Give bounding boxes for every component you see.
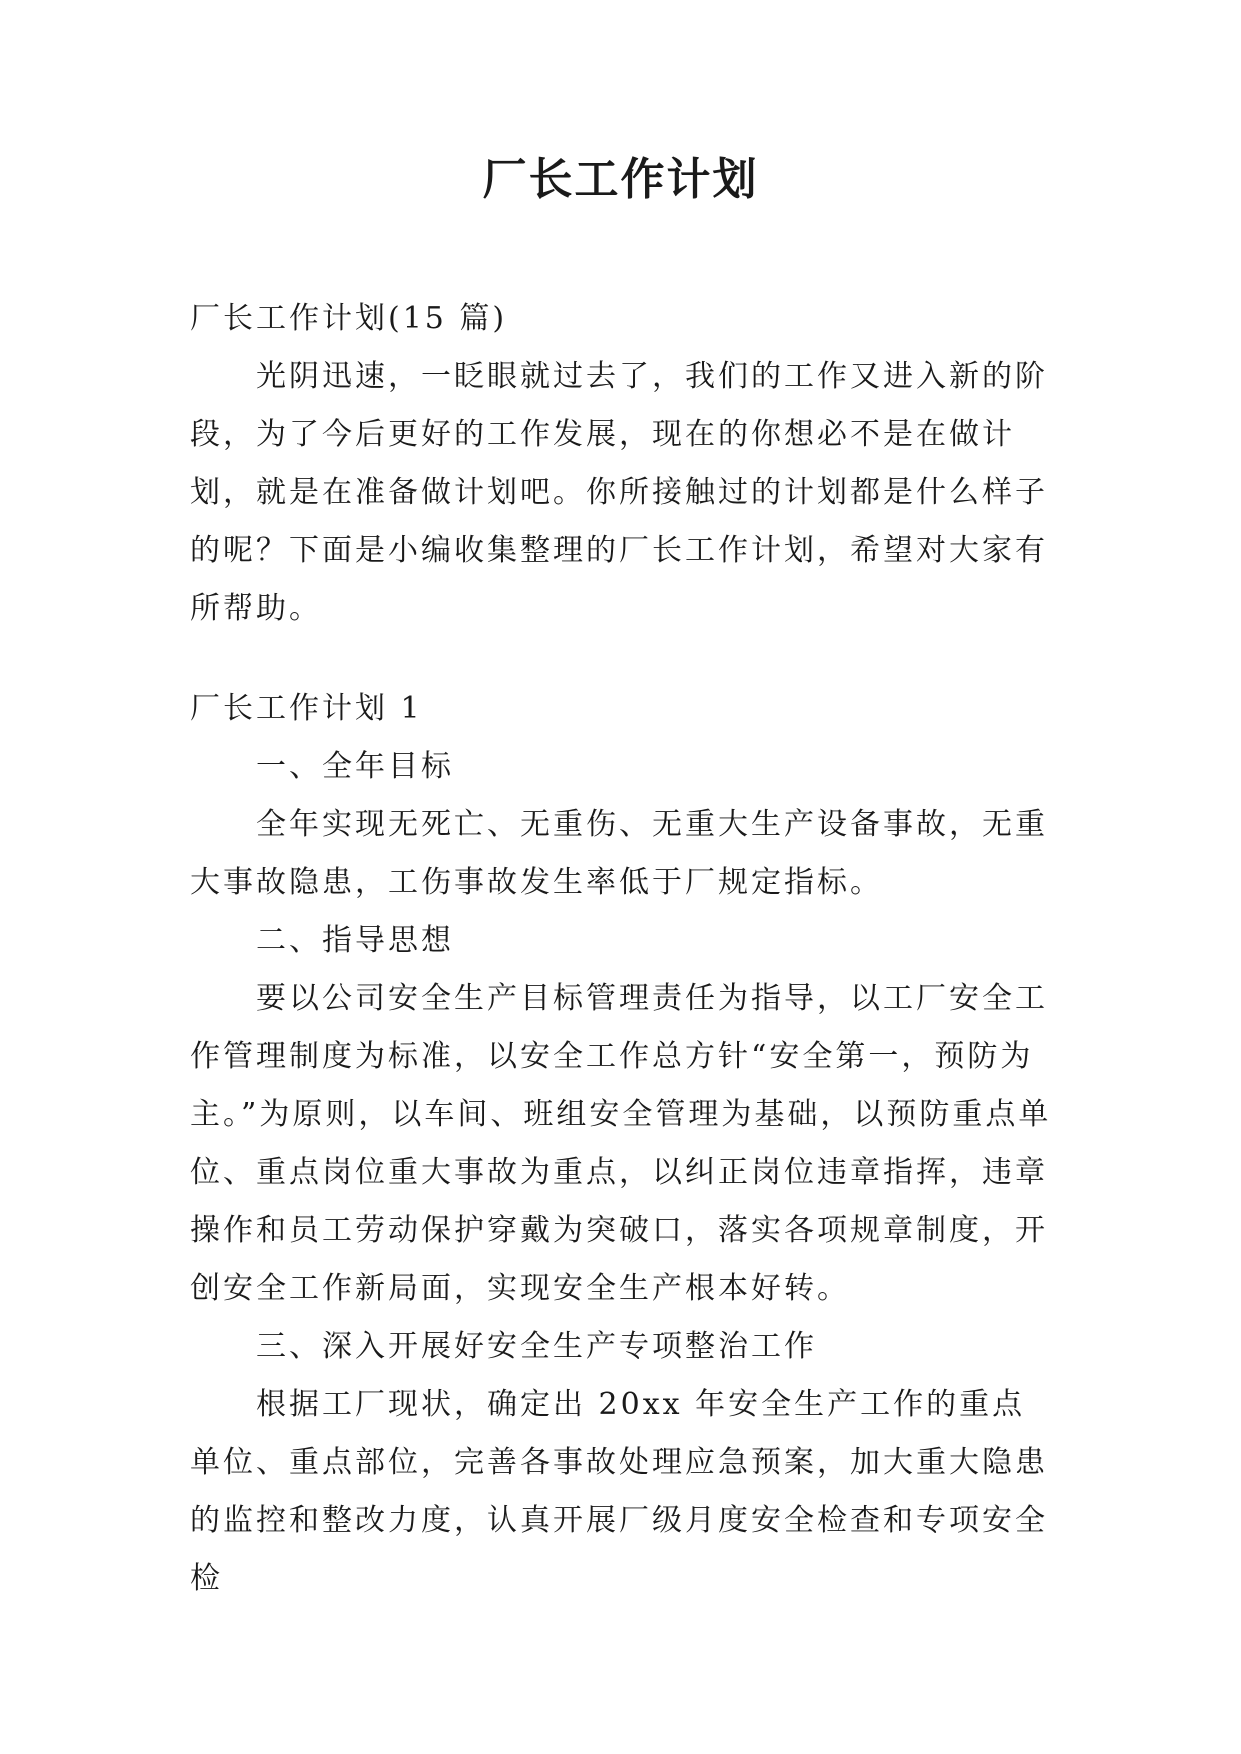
document-body bbox=[190, 290, 1056, 1608]
page-title: 厂长工作计划 bbox=[482, 154, 759, 205]
paragraph-special-rectification: 根据工厂现状，确定出 20xx 年安全生产工作的重点单位、重点部位，完善各事故处理应急预案，加大重大隐患的监控和整改力度，认真开展厂级月度安全检查和专项安全检 bbox=[190, 1387, 1048, 1596]
section-title: 厂长工作计划 1 bbox=[190, 691, 423, 726]
intro-paragraph: 光阴迅速，一眨眼就过去了，我们的工作又进入新的阶段，为了今后更好的工作发展，现在的你想必不是在做计划，就是在准备做计划吧。你所接触过的计划都是什么样子的呢？下面是小编收集整理的厂长工作计划，希望对大家有所帮助。 bbox=[190, 359, 1048, 626]
document-subtitle: 厂长工作计划(15 篇) bbox=[190, 301, 508, 336]
heading-guiding-ideas: 二、指导思想 bbox=[256, 923, 454, 958]
heading-goals: 一、全年目标 bbox=[256, 749, 454, 784]
paragraph-goals: 全年实现无死亡、无重伤、无重大生产设备事故，无重大事故隐患，工伤事故发生率低于厂规定指标。 bbox=[190, 807, 1048, 900]
heading-special-rectification: 三、深入开展好安全生产专项整治工作 bbox=[256, 1329, 817, 1364]
paragraph-guiding-ideas: 要以公司安全生产目标管理责任为指导，以工厂安全工作管理制度为标准，以安全工作总方针“安全第一，预防为主。”为原则，以车间、班组安全管理为基础，以预防重点单位、重点岗位重大事故为重点，以纠正岗位违章指挥，违章操作和员工劳动保护穿戴为突破口，落实各项规章制度，开创安全工作新局面，实现安全生产根本好转。 bbox=[190, 981, 1052, 1306]
section-spacer bbox=[190, 638, 1056, 680]
